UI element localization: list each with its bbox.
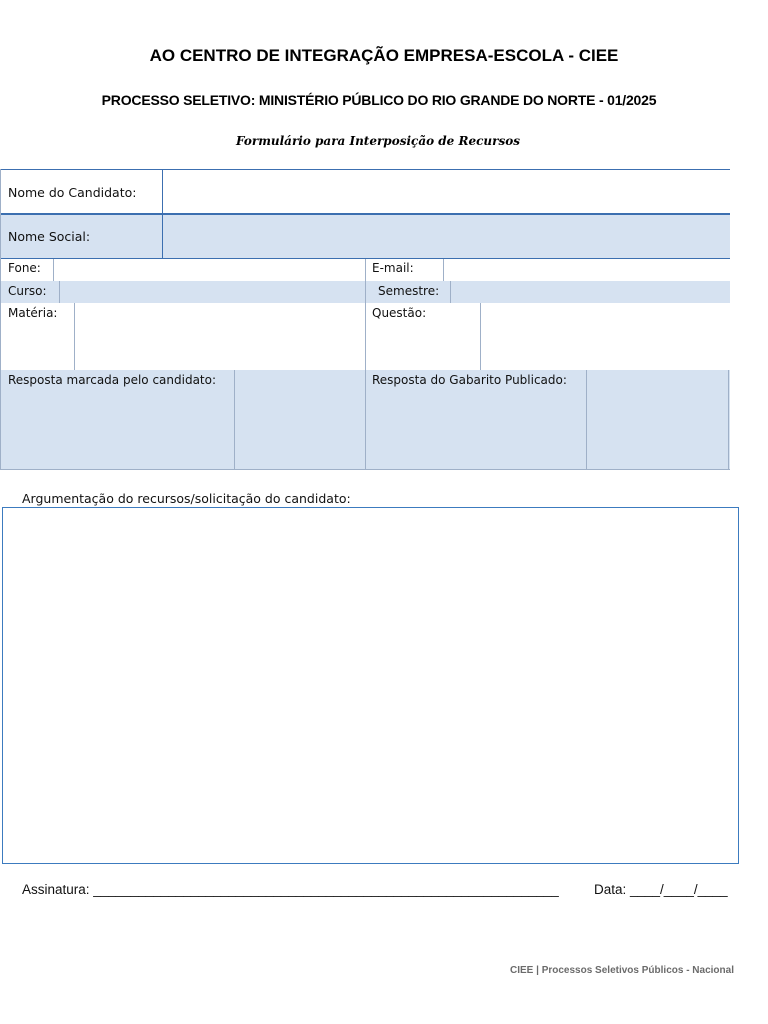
process-subtitle: PROCESSO SELETIVO: MINISTÉRIO PÚBLICO DO RIO GRANDE DO NORTE - 01/2025 — [101, 92, 657, 108]
argumentacao-textarea[interactable] — [2, 507, 739, 864]
divider-vertical — [365, 259, 366, 281]
semestre-field[interactable] — [451, 281, 730, 303]
grid-left-border — [0, 169, 1, 470]
label-resposta-gabarito: Resposta do Gabarito Publicado: — [372, 373, 567, 387]
row-bottom-border — [0, 469, 730, 470]
nome-candidato-field[interactable] — [163, 170, 730, 213]
label-materia: Matéria: — [8, 306, 58, 320]
divider-vertical — [162, 169, 163, 215]
row-respostas — [0, 370, 730, 470]
row-nome-social — [0, 215, 730, 259]
assinatura-line: Assinatura: ______________________________________________________________ — [22, 882, 559, 897]
fone-field[interactable] — [54, 259, 365, 281]
form-title: Formulário para Interposição de Recursos — [236, 134, 520, 148]
label-resposta-marcada: Resposta marcada pelo candidato: — [8, 373, 217, 387]
divider-vertical — [162, 215, 163, 259]
row-nome-candidato — [0, 169, 730, 215]
label-nome-candidato: Nome do Candidato: — [8, 185, 137, 200]
row-fone-email — [0, 259, 730, 281]
divider-vertical — [365, 370, 366, 470]
curso-field[interactable] — [60, 281, 365, 303]
label-curso: Curso: — [8, 284, 47, 298]
row-right-border — [728, 370, 729, 470]
label-email: E-mail: — [372, 261, 414, 275]
label-questao: Questão: — [372, 306, 427, 320]
row-materia-questao — [0, 303, 730, 370]
argumentacao-label: Argumentação do recursos/solicitação do candidato: — [22, 491, 351, 506]
email-field[interactable] — [444, 259, 730, 281]
label-fone: Fone: — [8, 261, 41, 275]
resposta-marcada-field[interactable] — [235, 370, 365, 470]
materia-field[interactable] — [75, 303, 365, 370]
footer-note: CIEE | Processos Seletivos Públicos - Nacional — [510, 965, 734, 976]
resposta-gabarito-field[interactable] — [587, 370, 728, 470]
row-curso-semestre — [0, 281, 730, 303]
data-line: Data: ____/____/____ — [594, 882, 728, 897]
candidate-form — [0, 169, 730, 470]
divider-vertical — [365, 281, 366, 303]
nome-social-field[interactable] — [163, 215, 730, 259]
questao-field[interactable] — [481, 303, 730, 370]
label-semestre: Semestre: — [378, 284, 440, 298]
document-title: AO CENTRO DE INTEGRAÇÃO EMPRESA-ESCOLA - CIEE — [149, 46, 619, 65]
divider-vertical — [365, 303, 366, 370]
label-nome-social: Nome Social: — [8, 229, 91, 244]
